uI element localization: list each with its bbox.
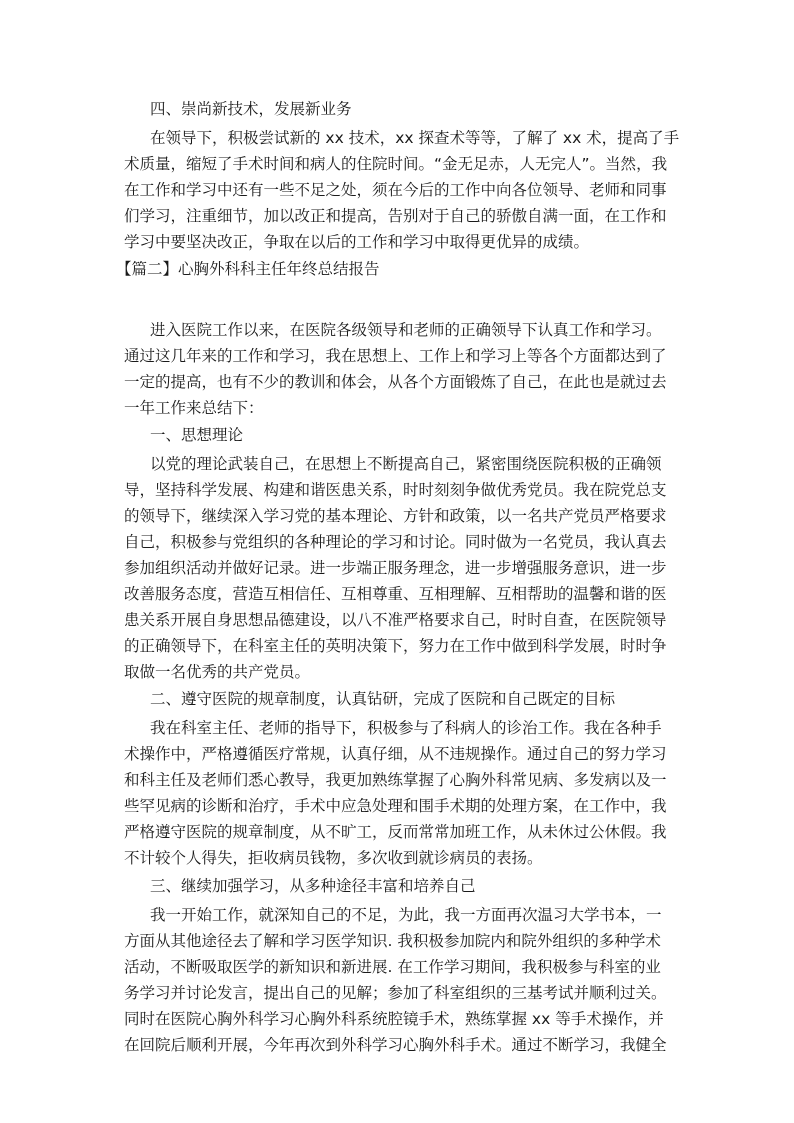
heading-section-1: 一、思想理论 <box>150 426 244 444</box>
heading-section-4: 四、崇尚新技术，发展新业务 <box>150 100 352 118</box>
paragraph-line: 我在科室主任、老师的指导下，积极参与了科病人的诊治工作。我在各种手 <box>150 719 662 737</box>
heading-section-3: 三、继续加强学习，从多种途径丰富和培养自己 <box>150 877 476 895</box>
paragraph-line: 我一开始工作，就深知自己的不足，为此，我一方面再次温习大学书本，一 <box>150 906 662 924</box>
paragraph-line: 些罕见病的诊断和治疗，手术中应急处理和围手术期的处理方案，在工作中，我 <box>124 797 667 815</box>
paragraph-line: 取做一名优秀的共产党员。 <box>124 663 311 681</box>
paragraph-line: 改善服务态度，营造互相信任、互相尊重、互相理解、互相帮助的温馨和谐的医 <box>124 585 667 603</box>
paragraph-line: 患关系开展自身思想品德建设，以八不准严格要求自己，时时自查，在医院领导 <box>124 611 667 629</box>
paragraph-line: 在领导下，积极尝试新的 xx 技术，xx 探查术等等，了解了 xx 术，提高了手 <box>150 129 680 147</box>
paragraph-line: 参加组织活动并做好记录。进一步端正服务理念，进一步增强服务意识，进一步 <box>124 559 667 577</box>
heading-section-2: 二、遵守医院的规章制度，认真钻研，完成了医院和自己既定的目标 <box>150 690 616 708</box>
paragraph-line: 一年工作来总结下： <box>124 399 264 417</box>
paragraph-line: 的领导下，继续深入学习党的基本理论、方针和政策，以一名共产党员严格要求 <box>124 507 667 525</box>
paragraph-line: 以党的理论武装自己，在思想上不断提高自己，紧密围绕医院积极的正确领 <box>150 455 662 473</box>
paragraph-line: 方面从其他途径去了解和学习医学知识. 我积极参加院内和院外组织的多种学术 <box>124 932 661 950</box>
article-title: 【篇二】心胸外科科主任年终总结报告 <box>116 260 380 278</box>
paragraph-line: 务学习并讨论发言，提出自己的见解；参加了科室组织的三基考试并顺利过关。 <box>124 984 667 1002</box>
paragraph-line: 们学习，注重细节，加以改正和提高，告别对于自己的骄傲自满一面，在工作和 <box>124 207 667 225</box>
paragraph-line: 术操作中，严格遵循医疗常规，认真仔细，从不违规操作。通过自己的努力学习 <box>124 745 667 763</box>
paragraph-line: 同时在医院心胸外科学习心胸外科系统腔镜手术，熟练掌握 xx 等手术操作，并 <box>124 1010 664 1028</box>
paragraph-line: 通过这几年来的工作和学习，我在思想上、工作上和学习上等各个方面都达到了 <box>124 347 667 365</box>
paragraph-line: 自己，积极参与党组织的各种理论的学习和讨论。同时做为一名党员，我认真去 <box>124 533 667 551</box>
paragraph-line: 严格遵守医院的规章制度，从不旷工，反而常常加班工作，从未休过公休假。我 <box>124 823 667 841</box>
paragraph-line: 术质量，缩短了手术时间和病人的住院时间。“金无足赤，人无完人”。当然，我 <box>124 155 668 173</box>
paragraph-line: 进入医院工作以来，在医院各级领导和老师的正确领导下认真工作和学习。 <box>150 321 662 339</box>
paragraph-line: 学习中要坚决改正，争取在以后的工作和学习中取得更优异的成绩。 <box>124 233 590 251</box>
paragraph-line: 不计较个人得失，拒收病员钱物，多次收到就诊病员的表扬。 <box>124 849 543 867</box>
paragraph-line: 活动，不断吸取医学的新知识和新进展. 在工作学习期间，我积极参与科室的业 <box>124 958 661 976</box>
paragraph-line: 在工作和学习中还有一些不足之处，须在今后的工作中向各位领导、老师和同事 <box>124 181 667 199</box>
paragraph-line: 的正确领导下，在科室主任的英明决策下，努力在工作中做到科学发展，时时争 <box>124 637 667 655</box>
paragraph-line: 和科主任及老师们悉心教导，我更加熟练掌握了心胸外科常见病、多发病以及一 <box>124 771 667 789</box>
paragraph-line: 在回院后顺利开展，今年再次到外科学习心胸外科手术。通过不断学习，我健全 <box>124 1036 667 1054</box>
paragraph-line: 一定的提高，也有不少的教训和体会，从各个方面锻炼了自己，在此也是就过去 <box>124 373 667 391</box>
paragraph-line: 导，坚持科学发展、构建和谐医患关系，时时刻刻争做优秀党员。我在院党总支 <box>124 481 667 499</box>
